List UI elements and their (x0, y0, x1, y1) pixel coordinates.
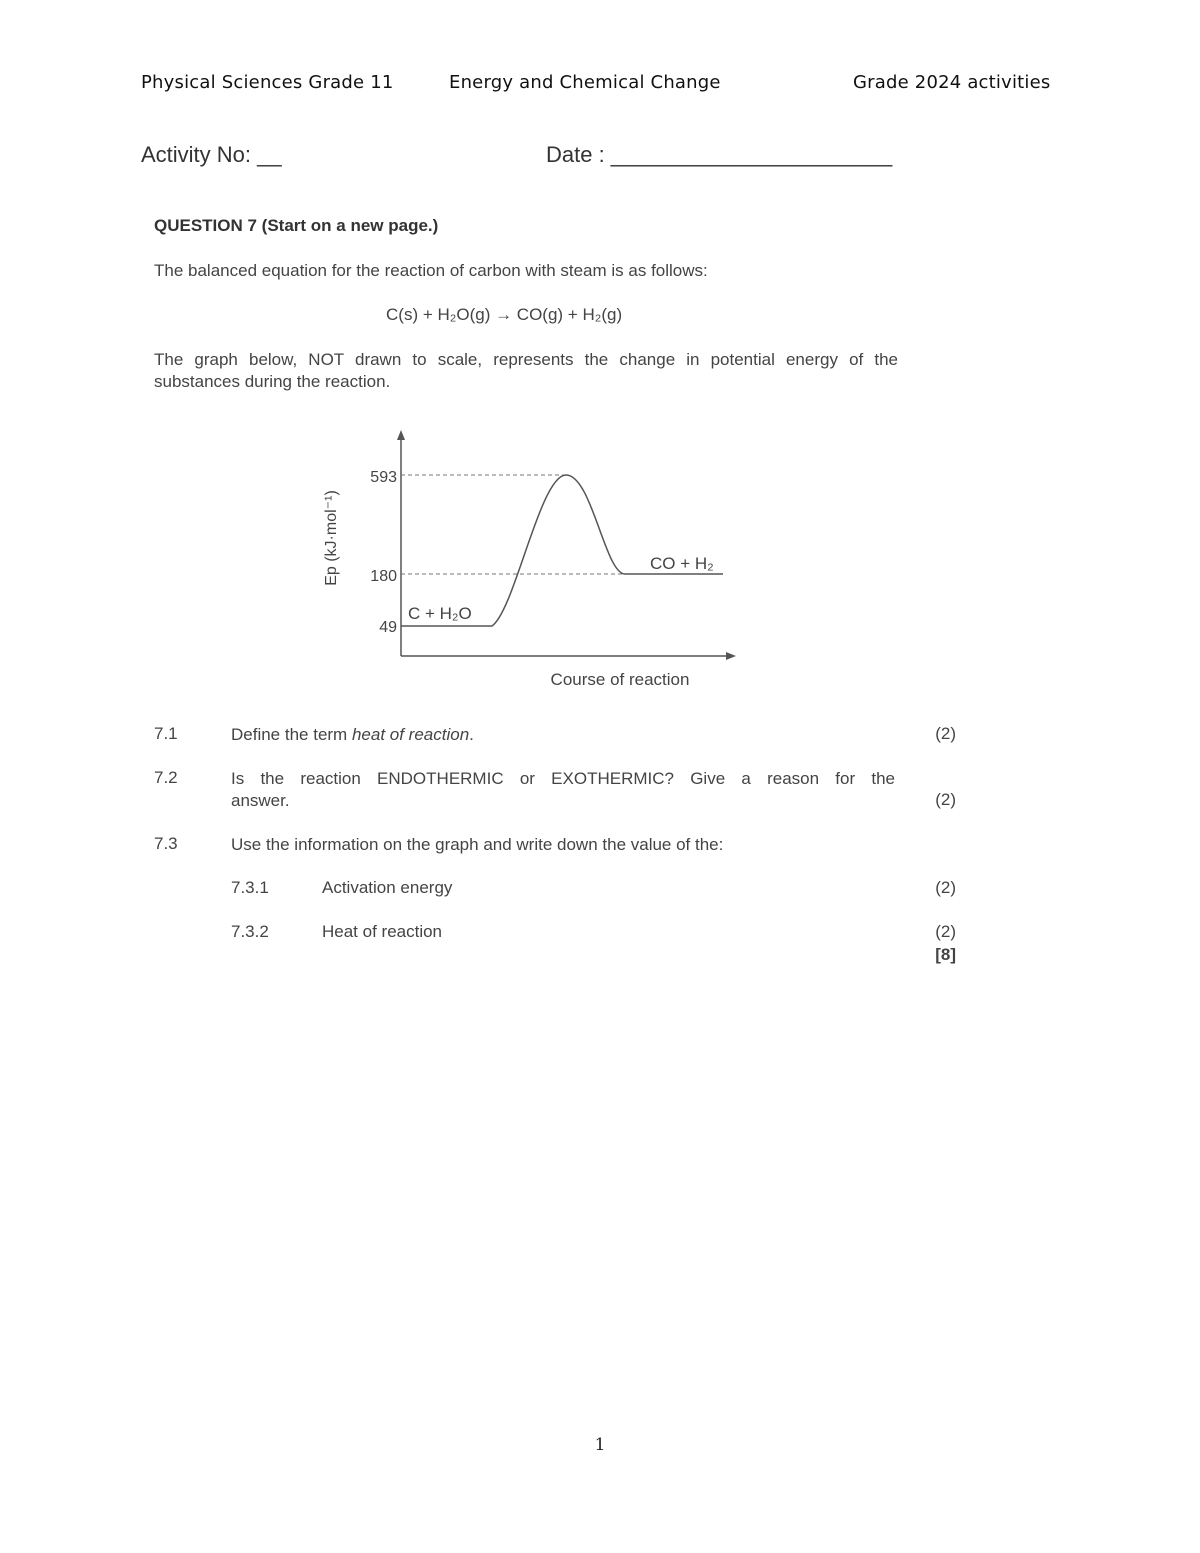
page-number: 1 (594, 1435, 606, 1455)
x-axis-label: Course of reaction (550, 670, 690, 689)
balanced-equation: C(s) + H₂O(g) → CO(g) + H₂(g) (386, 305, 623, 324)
item-7-2-number: 7.2 (154, 768, 178, 787)
item-7-1-text-post: . (469, 725, 474, 744)
item-7-1-term: heat of reaction (351, 725, 470, 744)
date-field: Date : _______________________ (546, 142, 893, 167)
y-tick-180: 180 (370, 568, 397, 585)
item-7-3-1-number: 7.3.1 (231, 878, 269, 897)
y-axis-arrow (397, 430, 405, 440)
item-7-3-2-number: 7.3.2 (231, 922, 269, 941)
y-axis-label: Ep (kJ·mol⁻¹) (323, 490, 340, 586)
item-7-3-1-text: Activation energy (322, 878, 453, 897)
y-tick-49: 49 (379, 619, 397, 636)
x-axis-arrow (726, 652, 736, 660)
item-7-1-marks: (2) (935, 724, 956, 743)
item-7-2-text-line2: answer. (231, 791, 290, 810)
energy-profile-chart (300, 420, 760, 700)
header-grade: Grade 2024 activities (853, 72, 1051, 93)
question-title: QUESTION 7 (Start on a new page.) (154, 216, 439, 235)
header-topic: Energy and Chemical Change (449, 72, 721, 93)
activity-number: Activity No: __ (141, 142, 282, 167)
item-7-3-1-marks: (2) (935, 878, 956, 897)
header-subject: Physical Sciences Grade 11 (141, 72, 394, 93)
item-7-2-text-line1: Is the reaction ENDOTHERMIC or EXOTHERMIC? Give a reason for the (231, 769, 895, 788)
reactants-label: C + H₂O (408, 604, 472, 623)
item-7-2-marks: (2) (935, 790, 956, 809)
item-7-3-text: Use the information on the graph and write down the value of the: (231, 835, 724, 854)
item-7-3-2-text: Heat of reaction (322, 922, 443, 941)
item-7-3-2-marks: (2) (935, 922, 956, 941)
item-7-3-number: 7.3 (154, 834, 178, 853)
products-label: CO + H₂ (650, 554, 714, 573)
item-7-1-text-pre: Define the term (231, 725, 352, 744)
item-7-1-text (231, 724, 474, 746)
question-intro: The balanced equation for the reaction of carbon with steam is as follows: (154, 261, 708, 280)
question-total-marks: [8] (935, 945, 956, 964)
graph-intro: The graph below, NOT drawn to scale, represents the change in potential energy of the substances during the reaction. (154, 350, 898, 391)
y-tick-593: 593 (370, 469, 397, 486)
item-7-1-number: 7.1 (154, 724, 178, 743)
